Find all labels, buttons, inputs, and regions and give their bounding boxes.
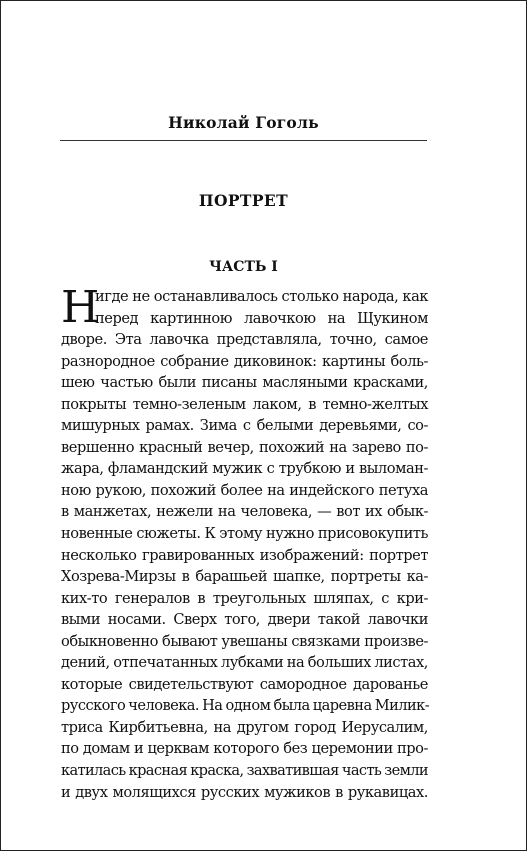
- text-line: жара, фламандский мужик с трубкою и выломан-: [61, 460, 428, 478]
- text-line: мишурных рамах. Зима с белыми деревьями, со-: [61, 417, 428, 435]
- body-text: [61, 282, 430, 803]
- text-line: несколько гравированных изображений: портрет: [61, 546, 428, 564]
- text-line: шею частью были писаны масляными красками,: [61, 374, 428, 392]
- text-line: русского человека. На одном была царевна Милик-: [61, 697, 430, 715]
- text-line: по домам и церквам которого без церемонии про-: [61, 740, 428, 758]
- header-rule: [60, 140, 427, 141]
- text-line: ною рукою, похожий более на индейского петуха: [61, 481, 428, 499]
- text-line: дворе. Эта лавочка представляла, точно, самое: [61, 331, 428, 349]
- text-line: которые свидетельствуют самородное дарованье: [61, 675, 428, 693]
- text-line: перед картинною лавочкою на Щукином: [95, 309, 428, 327]
- text-line: Хозрева-Мирзы в барашьей шапке, портреты ка-: [61, 568, 428, 586]
- drop-cap: Н: [61, 282, 100, 333]
- text-line: в манжетах, нежели на человека, — вот их обык-: [61, 503, 428, 521]
- running-head-author: Николай Гоголь: [168, 113, 319, 132]
- text-line: разнородное собрание диковинок: картины боль-: [61, 352, 428, 370]
- text-line: игде не останавливалось столько народа, как: [95, 288, 428, 305]
- story-title: ПОРТРЕТ: [198, 191, 289, 210]
- part-heading: ЧАСТЬ I: [209, 259, 278, 275]
- text-line: и двух молящихся русских мужиков в рукавицах.: [61, 783, 428, 801]
- text-line: ких-то генералов в треугольных шляпах, с кри-: [61, 589, 428, 607]
- text-line: новенные сюжеты. К этому нужно присовокупить: [61, 525, 428, 543]
- text-line: катилась красная краска, захватившая часть земли: [61, 762, 428, 780]
- text-line: обыкновенно бывают увешаны связками произве-: [61, 632, 428, 650]
- text-line: выми носами. Сверх того, двери такой лавочки: [61, 611, 428, 629]
- text-line: дений, отпечатанных лубками на больших листах,: [61, 654, 428, 672]
- text-line: покрыты темно-зеленым лаком, в темно-желтых: [61, 395, 428, 413]
- text-line: вершенно красный вечер, похожий на зарево по-: [61, 438, 428, 456]
- text-line: триса Кирбитьевна, на другом город Иерусалим,: [61, 718, 428, 736]
